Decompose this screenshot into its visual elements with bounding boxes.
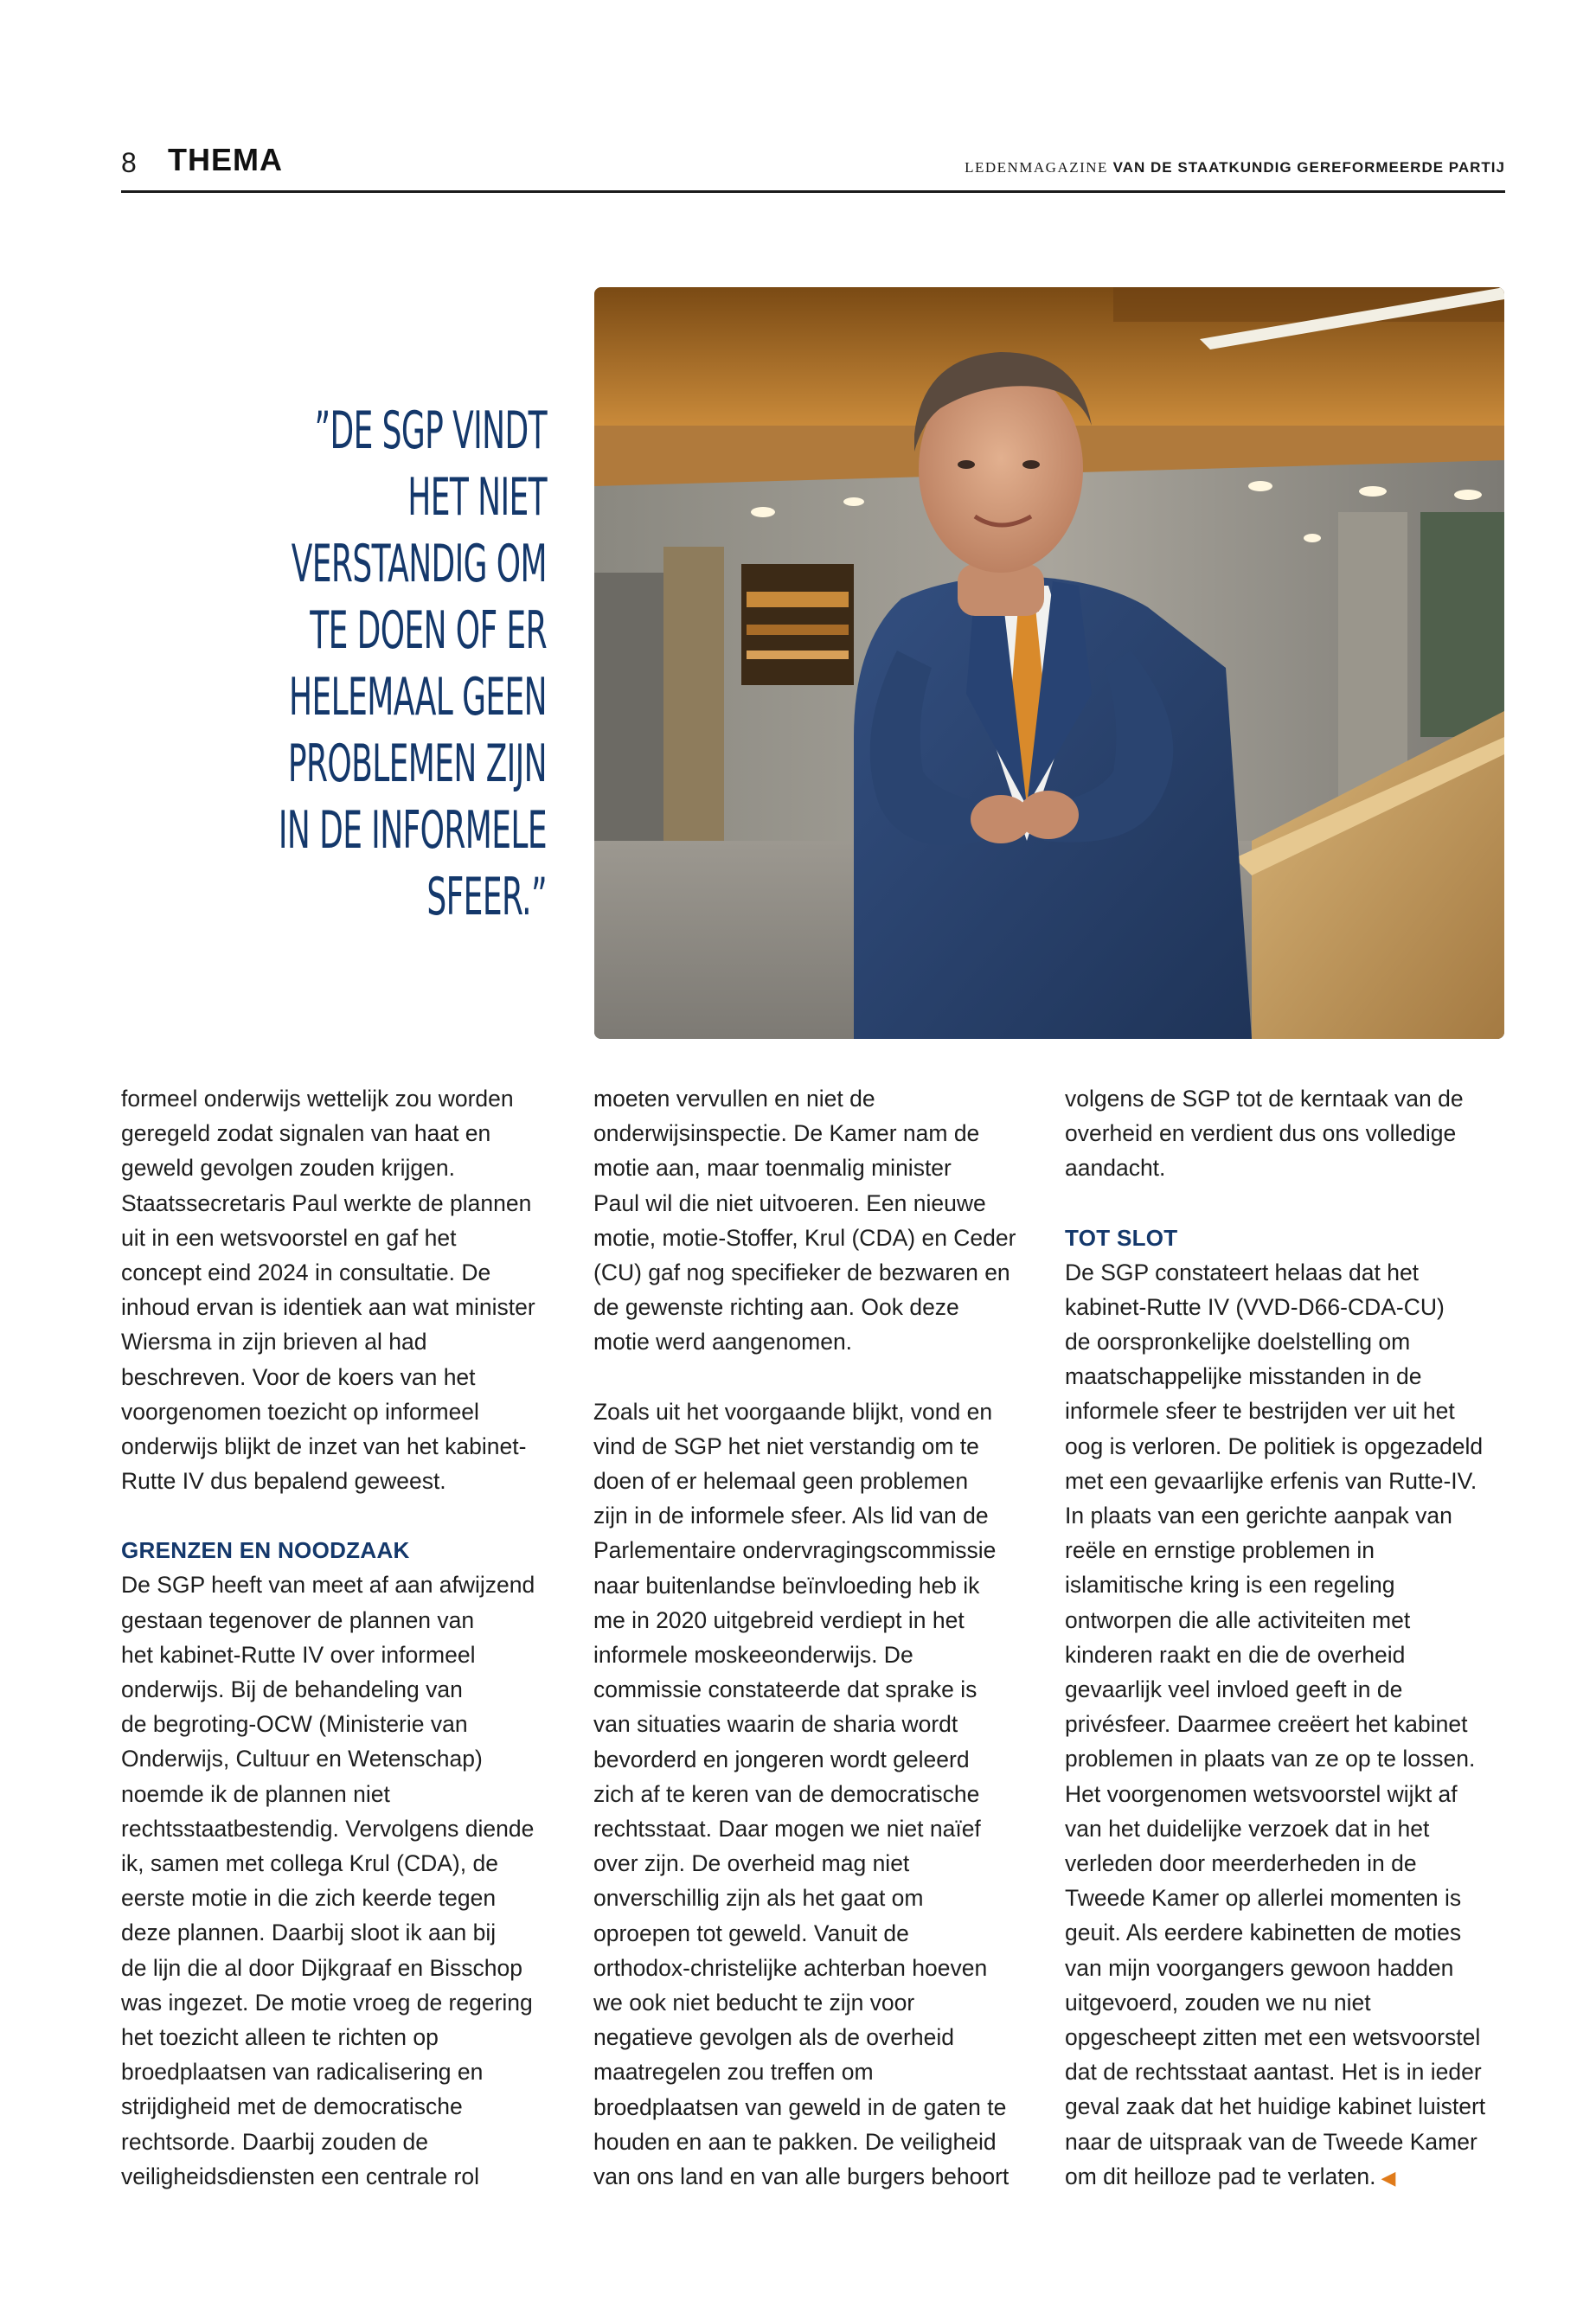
pullquote: ”DE SGP VINDT HET NIET VERSTANDIG OM TE DOEN OF ER HELEMAAL GEEN PROBLEMEN ZIJN IN DE INFORMELE SFEER.” [278,401,547,927]
article-line: rechtsstaat. Daar mogen we niet naïef [593,1816,981,1843]
article-line: naar buitenlandse beïnvloeding heb ik [593,1572,980,1599]
article-line: gevaarlijk veel invloed geeft in de [1065,1676,1403,1703]
article-line: bevorderd en jongeren wordt geleerd [593,1746,970,1772]
article-line: geweld gevolgen zouden krijgen. [121,1155,455,1182]
article-line: de oorspronkelijke doelstelling om [1065,1329,1411,1356]
article-line: aandacht. [1065,1155,1166,1182]
pullquote-area [0,0,547,1038]
article-line: met een gevaarlijke erfenis van Rutte-IV. [1065,1467,1477,1494]
article-line: Tweede Kamer op allerlei momenten is [1065,1885,1462,1912]
article-line: kabinet-Rutte IV (VVD-D66-CDA-CU) [1065,1293,1445,1320]
article-line: verleden door meerderheden in de [1065,1850,1417,1877]
subheading: TOT SLOT [1065,1224,1178,1251]
article-line: broedplaatsen van geweld in de gaten te [593,2093,1007,2120]
article-line: beschreven. Voor de koers van het [121,1363,476,1390]
article-line: orthodox-christelijke achterban hoeven [593,1954,988,1981]
article-line: Wiersma in zijn brieven al had [121,1329,427,1356]
article-line: uitgevoerd, zouden we nu niet [1065,1989,1371,2016]
article-line: dat de rechtsstaat aantast. Het is in ieder [1065,2059,1482,2086]
article-line: Onderwijs, Cultuur en Wetenschap) [121,1746,483,1772]
article-line: me in 2020 uitgebreid verdiept in het [593,1606,965,1633]
article-line: Het voorgenomen wetsvoorstel wijkt af [1065,1780,1458,1807]
article-column-1 [121,1081,571,2194]
article-line: In plaats van een gerichte aanpak van [1065,1503,1452,1529]
subheading: GRENZEN EN NOODZAAK [121,1537,410,1564]
article-line: Rutte IV dus bepalend geweest. [121,1468,446,1495]
paragraph-gap [121,1498,571,1533]
article-line: geval zaak dat het huidige kabinet luistert [1065,2093,1486,2120]
article-line: privésfeer. Daarmee creëert het kabinet [1065,1711,1468,1738]
article-line: de gewenste richting aan. Ook deze [593,1294,959,1321]
article-line: houden en aan te pakken. De veiligheid [593,2128,997,2155]
article-line: informele sfeer te bestrijden ver uit het [1065,1398,1455,1425]
article-line: overheid en verdient dus ons volledige [1065,1120,1457,1147]
article-line: opgescheept zitten met een wetsvoorstel [1065,2024,1481,2051]
article-line: (CU) gaf nog specifieker de bezwaren en [593,1259,1010,1286]
article-line: concept eind 2024 in consultatie. De [121,1259,491,1286]
article-line: volgens de SGP tot de kerntaak van de [1065,1086,1464,1112]
article-line: oproepen tot geweld. Vanuit de [593,1920,909,1946]
article-line: doen of er helemaal geen problemen [593,1468,969,1495]
article-line: commissie constateerde dat sprake is [593,1676,977,1703]
article-line: formeel onderwijs wettelijk zou worden [121,1086,514,1112]
masthead-bold: VAN DE STAATKUNDIG GEREFORMEERDE PARTIJ [1112,159,1505,176]
masthead [965,159,1505,176]
article-line: reële en ernstige problemen in [1065,1537,1375,1564]
article-line: onderwijs. Bij de behandeling van [121,1676,463,1703]
portrait-photo [594,287,1504,1039]
article-line: De SGP constateert helaas dat het [1065,1259,1420,1285]
article-line: oog is verloren. De politiek is opgezadeld [1065,1433,1484,1459]
article-line: om dit heilloze pad te verlaten. ◀ [1065,2163,1396,2189]
article-line: het kabinet-Rutte IV over informeel [121,1641,476,1668]
article-line: geregeld zodat signalen van haat en [121,1120,491,1147]
article-line: naar de uitspraak van de Tweede Kamer [1065,2128,1477,2155]
article-column-2 [593,1081,1043,2194]
article-line: eerste motie in die zich keerde tegen [121,1885,497,1912]
paragraph-gap [593,1360,1043,1394]
article-line: uit in een wetsvoorstel en gaf het [121,1224,457,1251]
article-line: Staatssecretaris Paul werkte de plannen [121,1189,532,1216]
article-line: negatieve gevolgen als de overheid [593,2024,954,2051]
article-line: we ook niet beducht te zijn voor [593,1990,915,2016]
article-line: zijn in de informele sfeer. Als lid van de [593,1503,989,1529]
article-line: veiligheidsdiensten een centrale rol [121,2163,479,2189]
article-line: broedplaatsen van radicalisering en [121,2059,484,2086]
article-line: rechtsorde. Daarbij zouden de [121,2128,429,2155]
article-line: het toezicht alleen te richten op [121,2024,439,2051]
article-line: moeten vervullen en niet de [593,1086,875,1112]
article-line: rechtsstaatbestendig. Vervolgens diende [121,1815,535,1842]
end-mark-icon: ◀ [1381,2166,1396,2189]
article-line: maatschappelijke misstanden in de [1065,1363,1422,1390]
paragraph-gap [1065,1186,1515,1221]
article-line: van ons land en van alle burgers behoort [593,2163,1010,2190]
article-line: islamitische kring is een regeling [1065,1572,1395,1599]
article-line: van mijn voorgangers gewoon hadden [1065,1954,1454,1981]
article-line: van situaties waarin de sharia wordt [593,1711,958,1738]
masthead-light: LEDENMAGAZINE [965,159,1108,176]
article-line: vind de SGP het niet verstandig om te [593,1433,979,1459]
article-line: motie, motie-Stoffer, Krul (CDA) en Ceder [593,1224,1016,1251]
article-line: Zoals uit het voorgaande blijkt, vond en [593,1398,993,1425]
portrait-illustration [594,287,1504,1039]
article-line: informele moskeeonderwijs. De [593,1642,913,1669]
article-line: de begroting-OCW (Ministerie van [121,1711,468,1738]
article-line: van het duidelijke verzoek dat in het [1065,1815,1430,1842]
article-line: onderwijs blijkt de inzet van het kabinet- [121,1433,527,1460]
article-line: de lijn die al door Dijkgraaf en Bisschop [121,1954,523,1981]
article-line: onverschillig zijn als het gaat om [593,1885,924,1912]
article-line: onderwijsinspectie. De Kamer nam de [593,1120,980,1147]
article-line: over zijn. De overheid mag niet [593,1850,910,1877]
article-line: maatregelen zou treffen om [593,2059,874,2086]
article-line: Paul wil die niet uitvoeren. Een nieuwe [593,1189,986,1216]
article-line: deze plannen. Daarbij sloot ik aan bij [121,1920,497,1946]
article-line: ik, samen met collega Krul (CDA), de [121,1850,498,1877]
article-line: noemde ik de plannen niet [121,1780,390,1807]
article-line: ontworpen die alle activiteiten met [1065,1606,1411,1633]
article-line: motie aan, maar toenmalig minister [593,1155,952,1182]
article-line: was ingezet. De motie vroeg de regering [121,1989,533,2016]
article-line: kinderen raakt en die de overheid [1065,1641,1406,1668]
article-line: voorgenomen toezicht op informeel [121,1398,479,1425]
article-line: problemen in plaats van ze op te lossen. [1065,1746,1476,1772]
article-line: gestaan tegenover de plannen van [121,1606,475,1633]
article-column-3 [1065,1081,1515,2195]
article-line: De SGP heeft van meet af aan afwijzend [121,1572,535,1599]
article-line: Parlementaire ondervragingscommissie [593,1537,997,1564]
article-line: motie werd aangenomen. [593,1329,853,1356]
article-line: zich af te keren van de democratische [593,1780,980,1807]
article-line: strijdigheid met de democratische [121,2093,463,2120]
page-number: 8 [121,147,137,178]
article-line: inhoud ervan is identiek aan wat minister [121,1294,535,1321]
section-title: THEMA [168,142,283,177]
article-line: geuit. Als eerdere kabinetten de moties [1065,1920,1462,1946]
